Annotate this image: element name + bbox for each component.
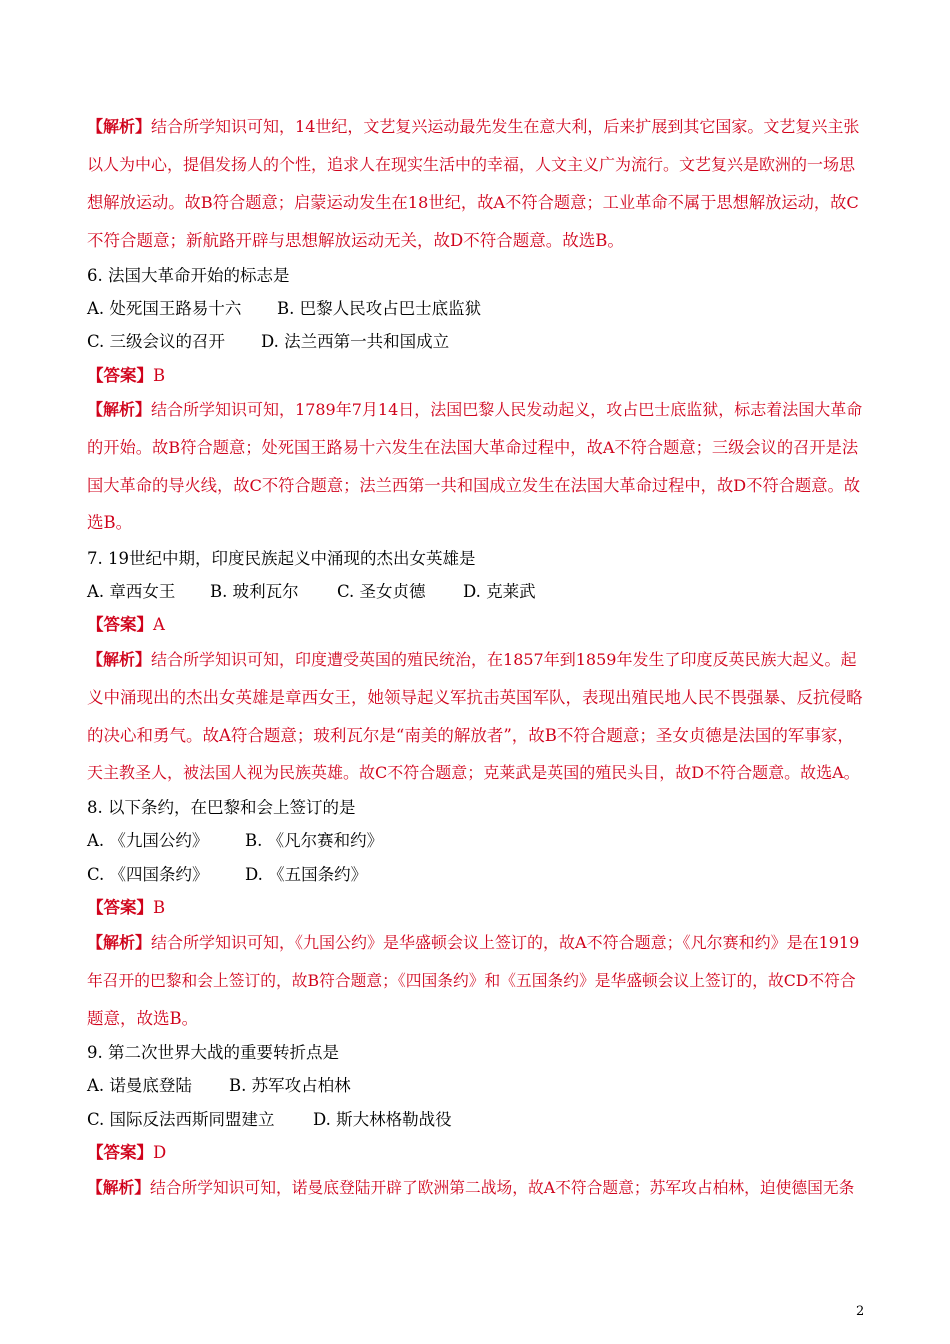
q9-analysis-line-1: 【解析】结合所学知识可知，诺曼底登陆开辟了欧洲第二战场，故A不符合题意；苏军攻占柏林，迫使德国无条 — [87, 1178, 855, 1197]
q7-answer — [87, 615, 165, 635]
q6-analysis-line-1: 【解析】结合所学知识可知，1789年7月14日，法国巴黎人民发动起义，攻占巴士底监狱，标志着法国大革命 — [87, 400, 863, 419]
q7-options-row-1 — [87, 582, 536, 602]
q5-analysis-line-3: 想解放运动。故B符合题意；启蒙运动发生在18世纪，故A不符合题意；工业革命不属于思想解放运动，故C — [87, 193, 859, 212]
q9-answer-value: D — [153, 1143, 167, 1162]
q6-answer-value: B — [153, 366, 166, 385]
answer-tag: 【答案】 — [87, 898, 153, 917]
answer-tag: 【答案】 — [87, 1143, 153, 1162]
q7-option-d: D. 克莱武 — [463, 582, 536, 601]
q6-option-d: D. 法兰西第一共和国成立 — [261, 332, 450, 351]
q5-analysis-line-4: 不符合题意；新航路开辟与思想解放运动无关，故D不符合题意。故选B。 — [87, 231, 624, 250]
q6-option-a: A. 处死国王路易十六 — [87, 299, 242, 318]
answer-tag: 【答案】 — [87, 615, 153, 634]
analysis-tag: 【解析】 — [87, 117, 152, 136]
q9-option-a: A. 诺曼底登陆 — [87, 1076, 192, 1095]
q7-analysis-line-3: 的决心和勇气。故A符合题意；玻利瓦尔是“南美的解放者”，故B不符合题意；圣女贞德是法国的军事家， — [87, 726, 854, 745]
q6-stem: 6. 法国大革命开始的标志是 — [87, 266, 290, 285]
analysis-tag: 【解析】 — [87, 400, 152, 419]
q6-option-c: C. 三级会议的召开 — [87, 332, 226, 351]
q7-analysis-line-1: 【解析】结合所学知识可知，印度遭受英国的殖民统治，在1857年到1859年发生了印度反英民族大起义。起 — [87, 650, 857, 669]
answer-tag: 【答案】 — [87, 366, 153, 385]
q6-options-row-1 — [87, 299, 481, 319]
q6-analysis-line-4: 选B。 — [87, 513, 133, 532]
q5-analysis-line-2: 以人为中心，提倡发扬人的个性，追求人在现实生活中的幸福，人文主义广为流行。文艺复兴是欧洲的一场思 — [87, 155, 856, 174]
q8-options-row-2 — [87, 865, 367, 885]
q8-option-a: A. 《九国公约》 — [87, 831, 209, 850]
q7-analysis-line-2: 义中涌现出的杰出女英雄是章西女王，她领导起义军抗击英国军队，表现出殖民地人民不畏强暴、反抗侵略 — [87, 688, 863, 707]
analysis-tag: 【解析】 — [87, 650, 152, 669]
q8-answer-value: B — [153, 898, 166, 917]
q9-option-d: D. 斯大林格勒战役 — [313, 1110, 452, 1129]
q9-options-row-2 — [87, 1110, 452, 1130]
q6-analysis-line-3: 国大革命的导火线，故C不符合题意；法兰西第一共和国成立发生在法国大革命过程中，故D不符合题意。故 — [87, 476, 860, 495]
page-number: 2 — [856, 1304, 865, 1319]
q6-analysis-line-2: 的开始。故B符合题意；处死国王路易十六发生在法国大革命过程中，故A不符合题意；三级会议的召开是法 — [87, 438, 859, 457]
q8-answer — [87, 898, 165, 918]
q9-options-row-1 — [87, 1076, 351, 1096]
q8-options-row-1 — [87, 831, 383, 851]
q6-option-b: B. 巴黎人民攻占巴士底监狱 — [277, 299, 482, 318]
q8-option-b: B. 《凡尔赛和约》 — [245, 831, 384, 850]
q5-analysis-line-1: 【解析】结合所学知识可知，14世纪，文艺复兴运动最先发生在意大利，后来扩展到其它国家。文艺复兴主张 — [87, 117, 860, 136]
q7-answer-value: A — [153, 615, 165, 634]
q9-stem: 9. 第二次世界大战的重要转折点是 — [87, 1043, 339, 1062]
q8-option-c: C. 《四国条约》 — [87, 865, 209, 884]
q7-analysis-line-4: 天主教圣人，被法国人视为民族英雄。故C不符合题意；克莱武是英国的殖民头目，故D不符合题意。故选A。 — [87, 763, 860, 782]
q9-option-b: B. 苏军攻占柏林 — [229, 1076, 351, 1095]
q6-answer — [87, 366, 165, 386]
q7-option-b: B. 玻利瓦尔 — [210, 582, 299, 601]
q8-analysis-line-3: 题意，故选B。 — [87, 1009, 199, 1028]
analysis-tag: 【解析】 — [87, 1178, 150, 1197]
q8-analysis-line-2: 年召开的巴黎和会上签订的，故B符合题意；《四国条约》和《五国条约》是华盛顿会议上签订的，故CD不符合 — [87, 971, 856, 990]
q9-answer — [87, 1143, 166, 1163]
q8-stem: 8. 以下条约，在巴黎和会上签订的是 — [87, 798, 356, 817]
q8-analysis-line-1: 【解析】结合所学知识可知，《九国公约》是华盛顿会议上签订的，故A不符合题意；《凡尔赛和约》是在1919 — [87, 933, 860, 952]
q7-option-c: C. 圣女贞德 — [337, 582, 426, 601]
q7-stem: 7. 19世纪中期，印度民族起义中涌现的杰出女英雄是 — [87, 549, 476, 568]
q8-option-d: D. 《五国条约》 — [245, 865, 368, 884]
q6-options-row-2 — [87, 332, 449, 352]
q7-option-a: A. 章西女王 — [87, 582, 176, 601]
analysis-tag: 【解析】 — [87, 933, 152, 952]
q9-option-c: C. 国际反法西斯同盟建立 — [87, 1110, 275, 1129]
